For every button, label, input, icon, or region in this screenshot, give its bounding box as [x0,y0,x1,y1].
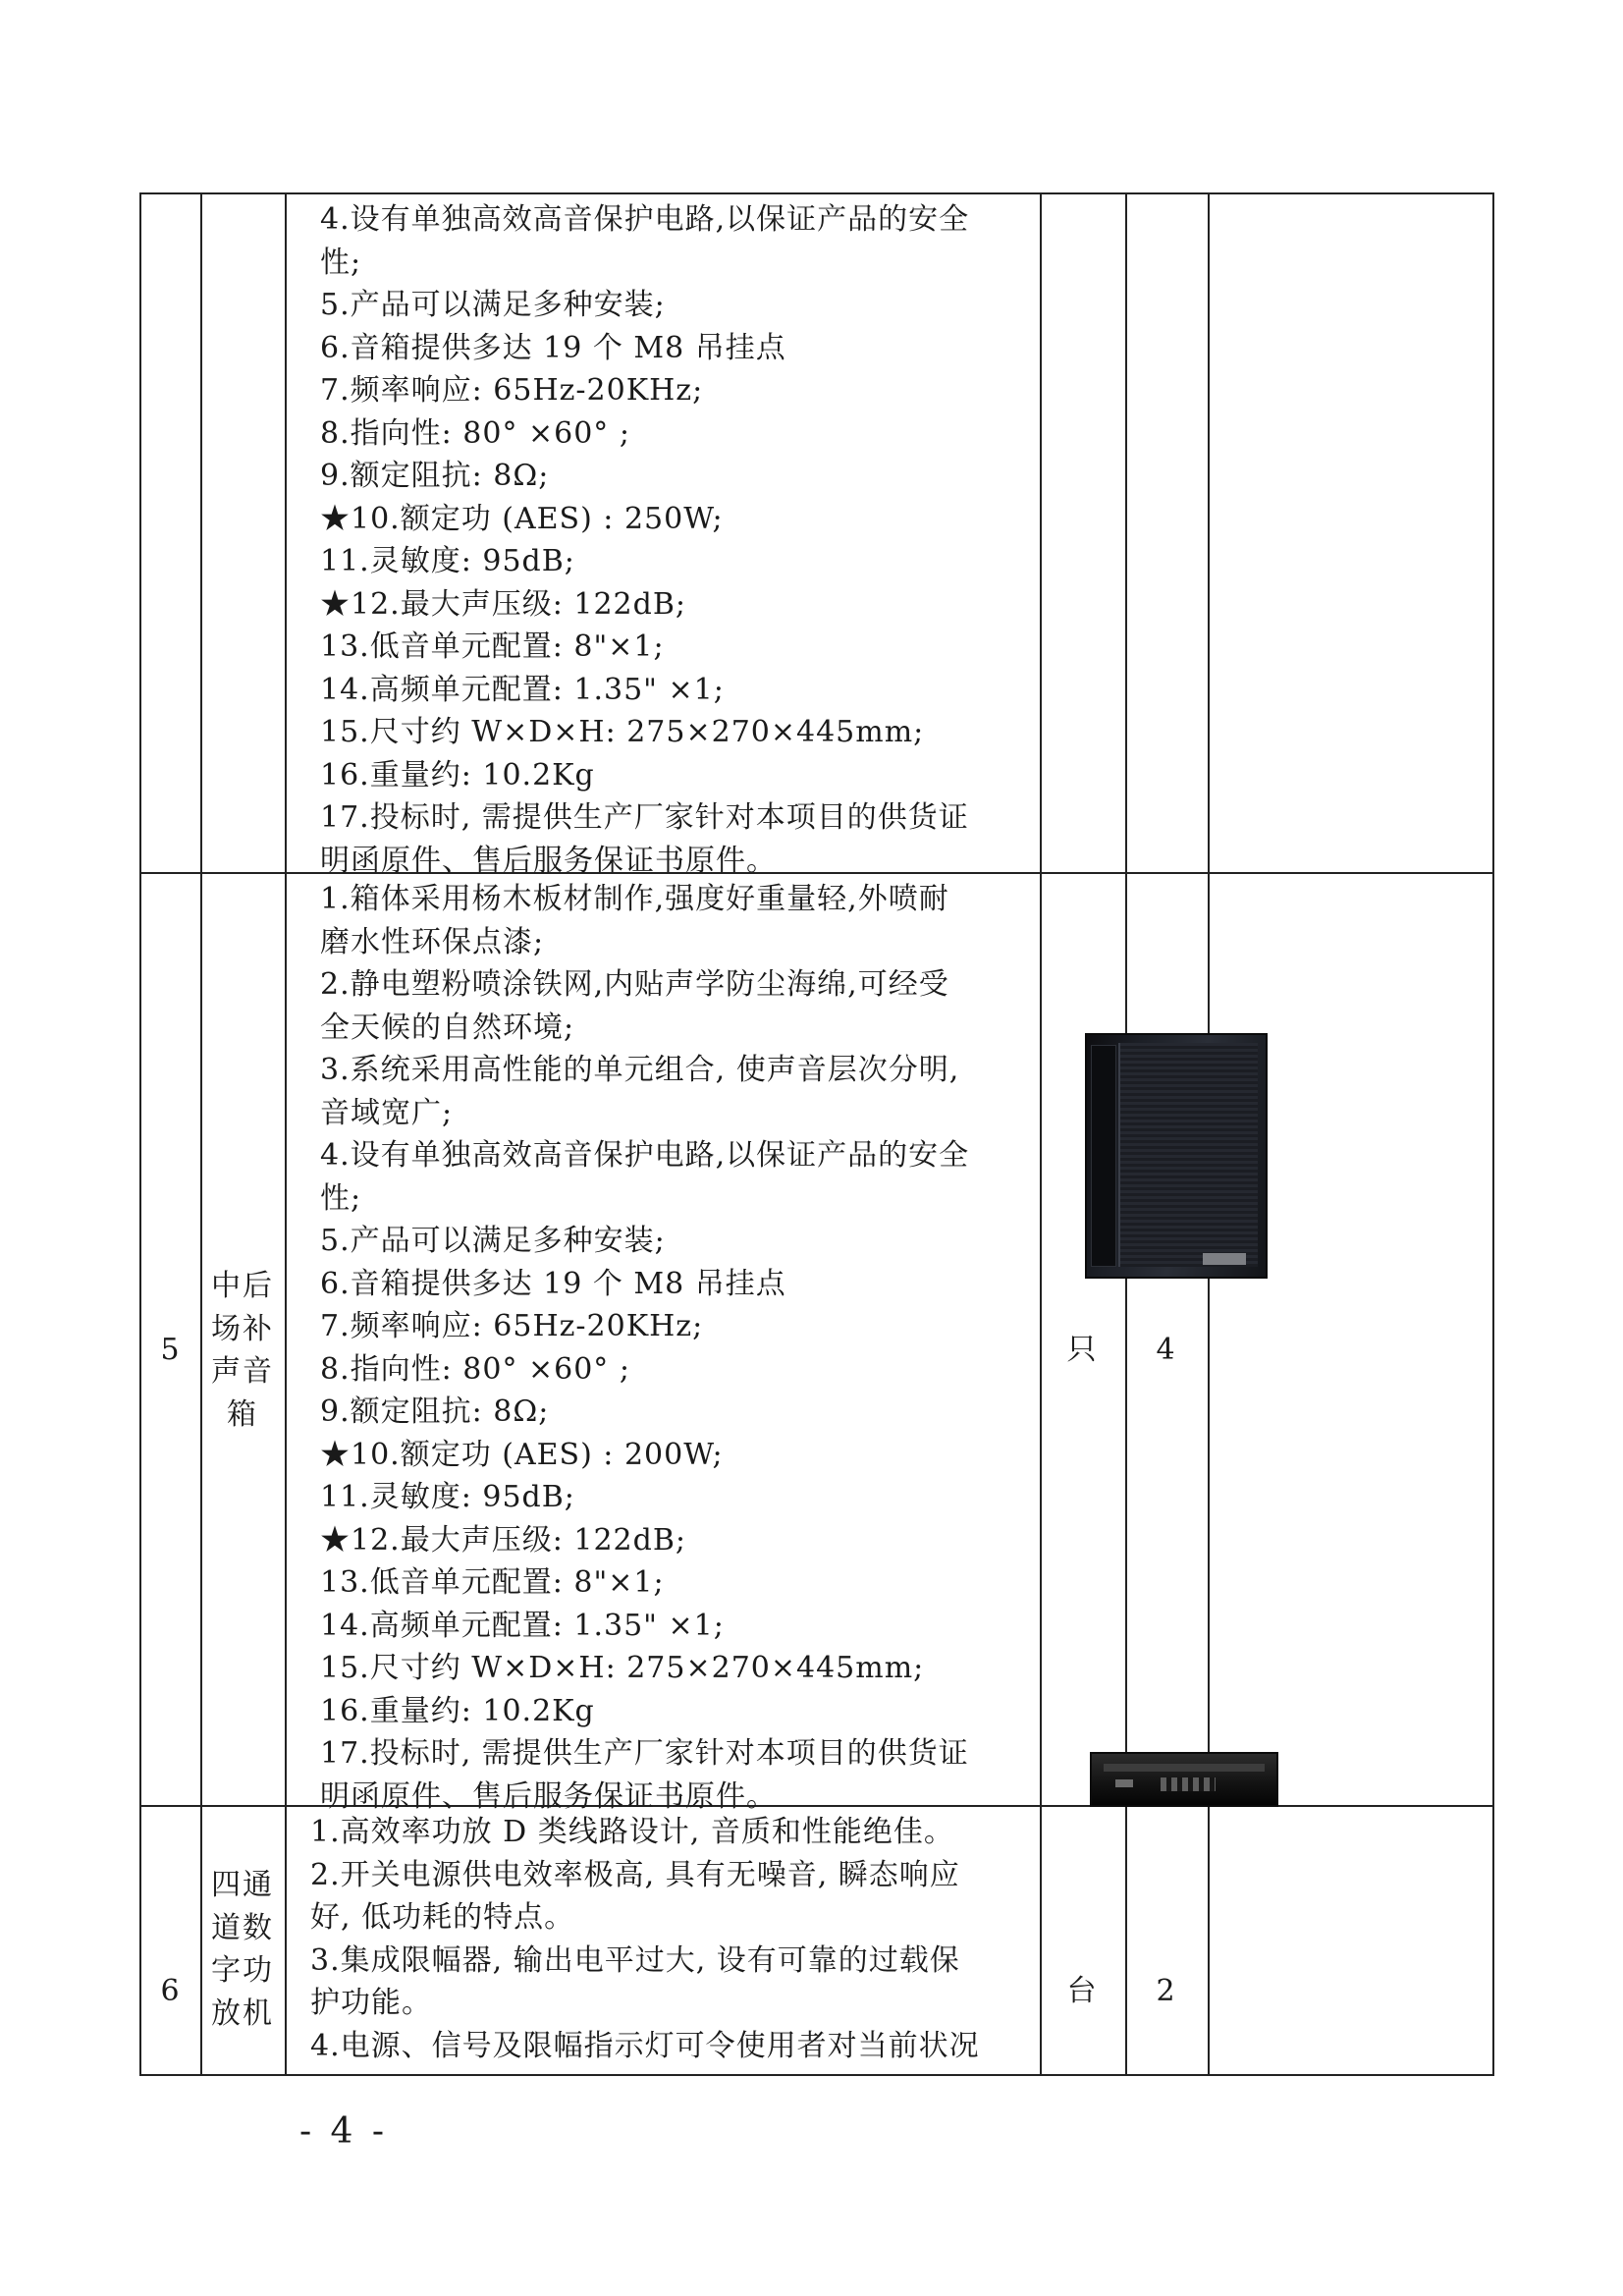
item-number: 5 [160,1333,182,1367]
spec-list-row-a [320,198,1176,882]
item-name-line: 道数 [211,1910,274,1945]
speaker-grille [1118,1043,1258,1267]
spec-line: ★10.额定功 (AES) : 250W; [320,501,724,536]
item-name-line: 场补 [211,1311,274,1346]
item-name [200,1265,285,1436]
spec-line: 性; [320,1180,362,1216]
spec-line: 性; [320,245,362,280]
spec-line: 11.灵敏度: 95dB; [320,1480,575,1514]
item-name-line: 四通 [211,1868,274,1902]
amplifier-indicator [1115,1779,1133,1787]
spec-line: 3.系统采用高性能的单元组合, 使声音层次分明, [320,1053,960,1087]
spec-line: 1.箱体采用杨木板材制作,强度好重量轻,外喷耐 [320,882,949,916]
spec-line: 5.产品可以满足多种安装; [320,288,666,322]
spec-line: 好, 低功耗的特点。 [310,1900,575,1935]
spec-line: 1.高效率功放 D 类线路设计, 音质和性能绝佳。 [310,1815,954,1849]
spec-line: 14.高频单元配置: 1.35" ×1; [320,672,725,707]
spec-line: 9.额定阻抗: 8Ω; [320,459,550,493]
col-divider [200,194,202,2074]
spec-line: 明函原件、售后服务保证书原件。 [320,843,777,878]
item-name-line: 箱 [227,1396,258,1432]
spec-line: 13.低音单元配置: 8"×1; [320,1565,665,1600]
spec-line: 音域宽广; [320,1095,454,1130]
spec-line: 6.音箱提供多达 19 个 M8 吊挂点 [320,330,786,365]
amplifier-controls [1161,1777,1216,1791]
page-number: - 4 - [298,2111,389,2152]
spec-line: 2.开关电源供电效率极高, 具有无噪音, 瞬态响应 [310,1857,960,1892]
spec-line: 9.额定阻抗: 8Ω; [320,1394,550,1429]
spec-line: 2.静电塑粉喷涂铁网,内贴声学防尘海绵,可经受 [320,967,949,1002]
amplifier-product-image [1090,1752,1278,1807]
spec-line: 15.尺寸约 W×D×H: 275×270×445mm; [320,1651,925,1685]
speaker-side-panel [1091,1045,1116,1267]
spec-line: 17.投标时, 需提供生产厂家针对本项目的供货证 [320,800,969,835]
spec-line: 6.音箱提供多达 19 个 M8 吊挂点 [320,1266,786,1301]
spec-line: 16.重量约: 10.2Kg [320,757,595,793]
spec-line: 11.灵敏度: 95dB; [320,544,575,578]
spec-line: 5.产品可以满足多种安装; [320,1224,666,1258]
item-name-line: 中后 [211,1269,274,1303]
spec-line: 13.低音单元配置: 8"×1; [320,629,665,664]
item-unit: 台 [1066,1974,1099,2008]
item-number: 6 [160,1974,182,2008]
spec-line: 8.指向性: 80° ×60° ; [320,415,630,451]
col-divider [285,194,287,2074]
spec-line: 4.设有单独高效高音保护电路,以保证产品的安全 [320,202,970,237]
spec-line: 4.电源、信号及限幅指示灯可令使用者对当前状况 [310,2028,980,2063]
speaker-logo-badge [1203,1253,1246,1265]
item-name [200,1864,285,2035]
spec-line: 7.频率响应: 65Hz-20KHz; [320,1309,704,1343]
spec-line: 磨水性环保点漆; [320,924,545,959]
spec-line: 15.尺寸约 W×D×H: 275×270×445mm; [320,715,925,749]
amplifier-front-strip [1104,1764,1265,1772]
speaker-product-image [1085,1033,1268,1279]
spec-line: ★12.最大声压级: 122dB; [320,586,686,622]
spec-table [139,192,1494,2076]
spec-line: 16.重量约: 10.2Kg [320,1693,595,1728]
item-unit: 只 [1066,1333,1099,1367]
spec-list-row-c [310,1811,1166,2067]
spec-line: ★12.最大声压级: 122dB; [320,1522,686,1558]
spec-line: 7.频率响应: 65Hz-20KHz; [320,373,704,408]
spec-line: 17.投标时, 需提供生产厂家针对本项目的供货证 [320,1736,969,1771]
spec-line: 3.集成限幅器, 输出电平过大, 设有可靠的过载保 [310,1942,960,1978]
spec-line: 4.设有单独高效高音保护电路,以保证产品的安全 [320,1138,970,1173]
item-qty: 2 [1156,1974,1177,2008]
spec-line: 8.指向性: 80° ×60° ; [320,1351,630,1387]
spec-line: 全天候的自然环境; [320,1010,575,1045]
item-qty: 4 [1156,1333,1177,1367]
item-name-line: 字功 [211,1953,274,1988]
spec-line: 护功能。 [310,1986,432,2020]
item-name-line: 放机 [211,1995,274,2031]
spec-line: ★10.额定功 (AES) : 200W; [320,1437,724,1472]
spec-line: 明函原件、售后服务保证书原件。 [320,1778,777,1814]
item-name-line: 声音 [211,1354,274,1389]
spec-line: 14.高频单元配置: 1.35" ×1; [320,1608,725,1643]
